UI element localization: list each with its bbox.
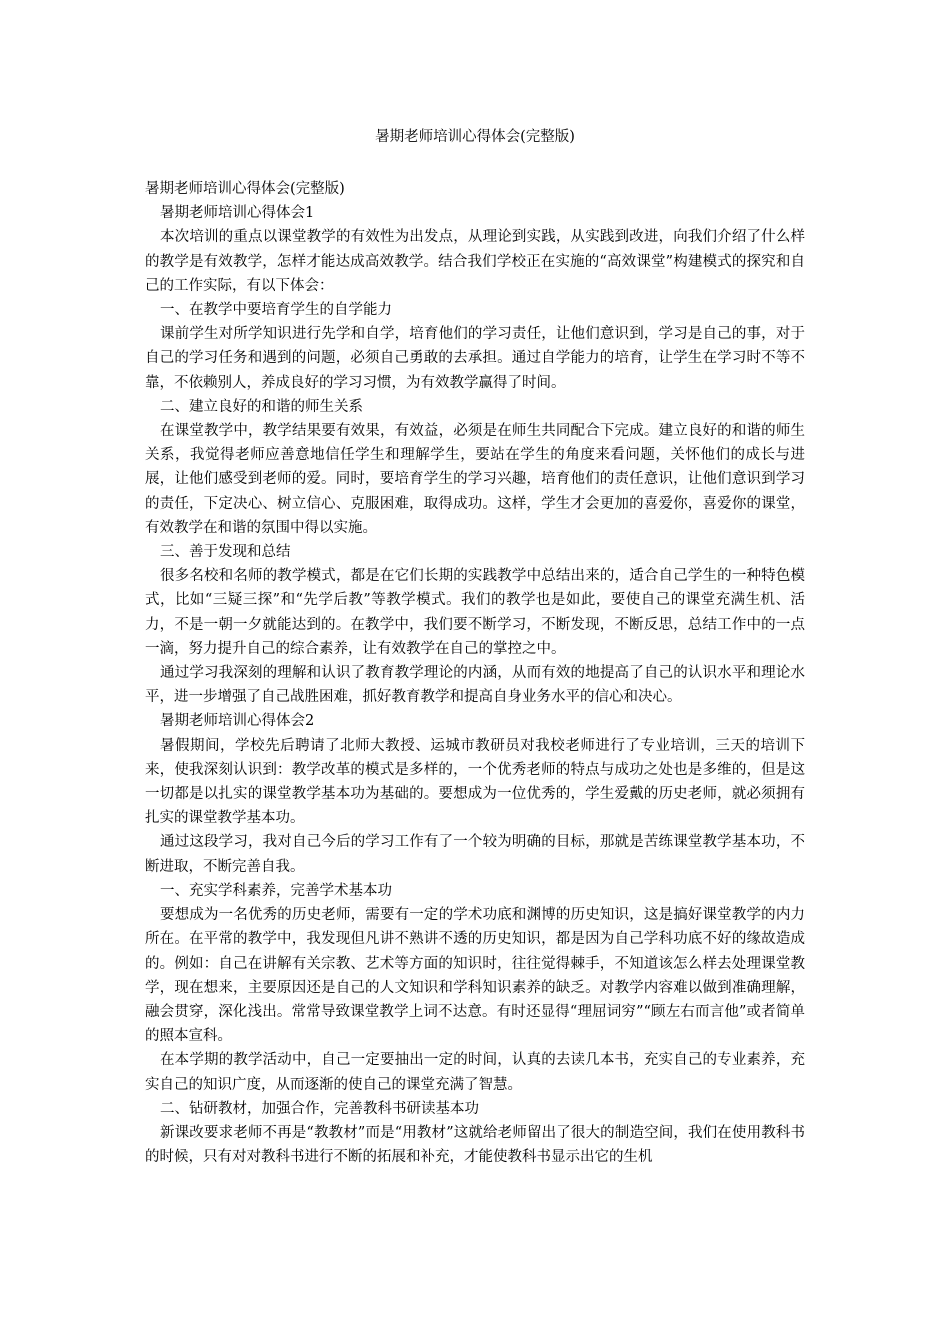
document-body xyxy=(145,177,805,1169)
paragraph: 很多名校和名师的教学模式，都是在它们长期的实践教学中总结出来的，适合自己学生的一种特色模式，比如“三疑三探”和“先学后教”等教学模式。我们的教学也是如此，要使自己的课堂充满生机、活力，不是一朝一夕就能达到的。在教学中，我们要不断学习，不断发现，不断反思，总结工作中的一点一滴，努力提升自己的综合素养，让有效教学在自己的掌控之中。 xyxy=(145,568,805,657)
paragraph: 要想成为一名优秀的历史老师，需要有一定的学术功底和渊博的历史知识，这是搞好课堂教学的内力所在。在平常的教学中，我发现但凡讲不熟讲不透的历史知识，都是因为自己学科功底不好的缘故造成的。例如：自己在讲解有关宗教、艺术等方面的知识时，往往觉得棘手，不知道该怎么样去处理课堂教学，现在想来，主要原因还是自己的人文知识和学科知识素养的缺乏。对教学内容难以做到准确理解，融会贯穿，深化浅出。常常导致课堂教学上词不达意。有时还显得“理屈词穷”“顾左右而言他”或者简单的照本宣科。 xyxy=(145,907,805,1045)
paragraph: 新课改要求老师不再是“教教材”而是“用教材”这就给老师留出了很大的制造空间，我们在使用教科书的时候，只有对对教科书进行不断的拓展和补充，才能使教科书显示出它的生机 xyxy=(145,1124,805,1166)
paragraph: 课前学生对所学知识进行先学和自学，培育他们的学习责任，让他们意识到，学习是自己的事，对于自己的学习任务和遇到的问题，必须自己勇敢的去承担。通过自学能力的培育，让学生在学习时不等不靠，不依赖别人，养成良好的学习习惯，为有效教学赢得了时间。 xyxy=(145,326,805,391)
section-heading: 暑期老师培训心得体会1 xyxy=(160,205,315,222)
paragraph: 通过学习我深刻的理解和认识了教育教学理论的内涵，从而有效的地提高了自己的认识水平和理论水平，进一步增强了自己战胜困难，抓好教育教学和提高自身业务水平的信心和决心。 xyxy=(145,665,805,706)
paragraph: 在课堂教学中，教学结果要有效果，有效益，必须是在师生共同配合下完成。建立良好的和谐的师生关系，我觉得老师应善意地信任学生和理解学生，要站在学生的角度来看问题，关怀他们的成长与进展，让他们感受到老师的爱。同时，要培育学生的学习兴趣，培育他们的责任意识，让他们意识到学习的责任，下定决心、树立信心、克服困难，取得成功。这样，学生才会更加的喜爱你，喜爱你的课堂，有效教学在和谐的氛围中得以实施。 xyxy=(145,423,805,536)
paragraph: 本次培训的重点以课堂教学的有效性为出发点，从理论到实践，从实践到改进，向我们介绍了什么样的教学是有效教学，怎样才能达成高效教学。结合我们学校正在实施的“高效课堂”构建模式的探究和自己的工作实际，有以下体会： xyxy=(145,229,805,294)
paragraph: 在本学期的教学活动中，自己一定要抽出一定的时间，认真的去读几本书，充实自己的专业素养，充实自己的知识广度，从而逐渐的使自己的课堂充满了智慧。 xyxy=(145,1052,805,1093)
document-title: 暑期老师培训心得体会(完整版) xyxy=(375,129,575,145)
subsection-heading: 二、建立良好的和谐的师生关系 xyxy=(160,398,363,415)
section-heading: 暑期老师培训心得体会2 xyxy=(160,713,315,730)
subsection-heading: 三、善于发现和总结 xyxy=(160,544,291,561)
paragraph: 通过这段学习，我对自己今后的学习工作有了一个较为明确的目标，那就是苦练课堂教学基本功，不断进取，不断完善自我。 xyxy=(145,834,805,875)
paragraph: 暑假期间，学校先后聘请了北师大教授、运城市教研员对我校老师进行了专业培训，三天的培训下来，使我深刻认识到：教学改革的模式是多样的，一个优秀老师的特点与成功之处也是多维的，但是这一切都是以扎实的课堂教学基本功为基础的。要想成为一位优秀的，学生爱戴的历史老师，就必须拥有扎实的课堂教学基本功。 xyxy=(145,737,805,827)
subsection-heading: 一、充实学科素养，完善学术基本功 xyxy=(160,882,392,899)
subsection-heading: 一、在教学中要培育学生的自学能力 xyxy=(160,302,392,319)
subsection-heading: 二、钻研教材，加强合作，完善教科书研读基本功 xyxy=(160,1100,479,1117)
paragraph-heading: 暑期老师培训心得体会(完整版) xyxy=(145,181,345,197)
